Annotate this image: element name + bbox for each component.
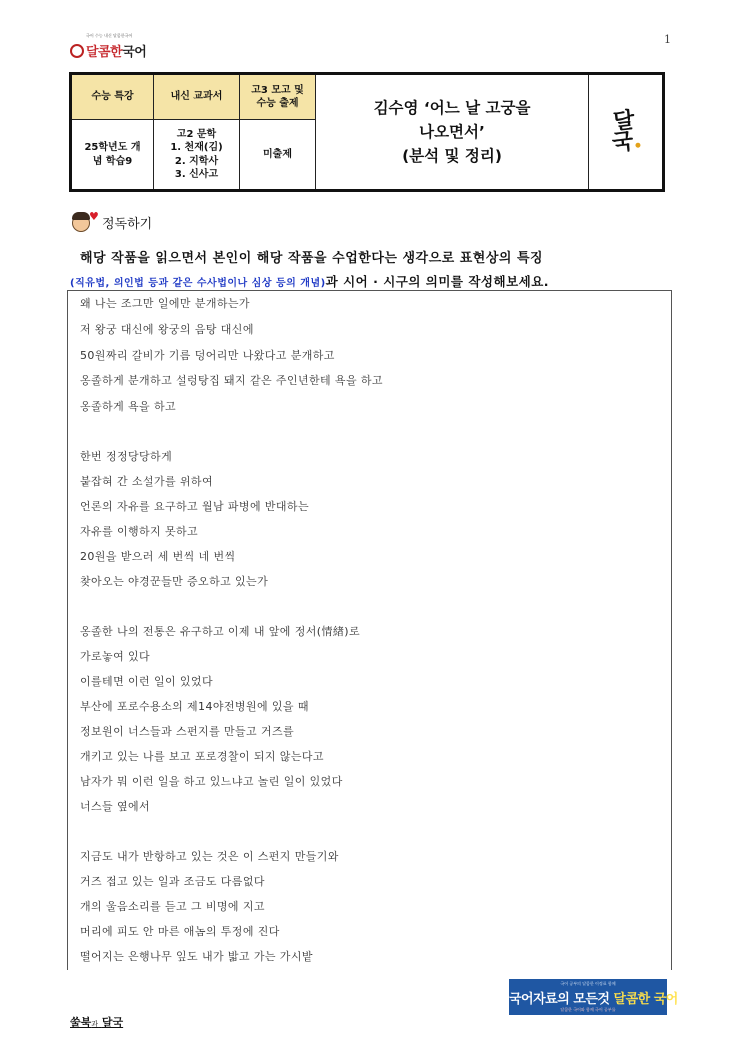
body-concept-study: 25학년도 개념 학습9 xyxy=(71,120,154,191)
header-school-textbook: 내신 교과서 xyxy=(154,74,240,120)
poem-line: 50원짜리 갈비가 기름 덩어리만 나왔다고 분개하고 xyxy=(80,349,335,362)
textbook-item: 2. 지학사 xyxy=(174,155,219,167)
poem-line: 지금도 내가 반항하고 있는 것은 이 스펀지 만들기와 xyxy=(80,850,339,863)
poem-line: 부산에 포로수용소의 제14야전병원에 있을 때 xyxy=(80,700,309,713)
banner-top-text: 국어 공부의 달콤한 이정표 함께 xyxy=(560,981,616,986)
logo-text-red: 달콤한 xyxy=(86,45,123,60)
instruction-examples: (직유법, 의인법 등과 같은 수사법이나 심상 등의 개념) xyxy=(70,278,326,289)
document-title xyxy=(316,74,589,191)
poem-line: 한번 정정당당하게 xyxy=(80,450,173,463)
mascot-icon: ♥ xyxy=(72,210,96,234)
footer-part-2: 과 xyxy=(91,1020,99,1028)
poem-line: 개키고 있는 나를 보고 포로경찰이 되지 않는다고 xyxy=(80,750,324,763)
page-number: 1 xyxy=(664,33,671,46)
poem-line: 떨어지는 은행나무 잎도 내가 밟고 가는 가시밭 xyxy=(80,950,313,963)
footer-part-3: 달국 xyxy=(101,1016,124,1029)
brand-dot-icon xyxy=(636,142,641,147)
poem-line: 찾아오는 야경꾼들만 증오하고 있는가 xyxy=(80,575,269,588)
poem-line: 자유를 이행하지 못하고 xyxy=(80,525,199,538)
logo-emblem-icon xyxy=(70,44,84,58)
title-line-1: 김수영 ‘어느 날 고궁을 xyxy=(373,98,531,117)
poem-line: 남자가 뭐 이런 일을 하고 있느냐고 놀린 일이 있었다 xyxy=(80,775,343,788)
instruction-rest: 과 시어 · 시구의 의미를 작성해보세요. xyxy=(325,274,550,289)
footer-credit xyxy=(70,1014,123,1030)
promo-banner xyxy=(509,979,678,1015)
poem-line: 개의 울음소리를 듣고 그 비명에 지고 xyxy=(80,900,265,913)
poem-line: 옹졸하게 분개하고 설렁탕집 돼지 같은 주인년한테 욕을 하고 xyxy=(80,374,383,387)
body-not-tested: 미출제 xyxy=(240,120,316,191)
logo-tagline: 국어 수능 내신 달콤한국어 xyxy=(86,33,133,38)
brand-logo xyxy=(70,33,147,60)
banner-main-yellow: 달콤한 국어 xyxy=(613,992,678,1007)
brand-mark xyxy=(589,74,664,191)
brand-glyph-top: 달 xyxy=(612,106,637,135)
section-heading xyxy=(72,210,152,234)
poem-line: 저 왕궁 대신에 왕궁의 음탕 대신에 xyxy=(80,323,254,336)
poem-line: 20원을 받으러 세 번씩 네 번씩 xyxy=(80,550,236,563)
instruction-line-1: 해당 작품을 읽으면서 본인이 해당 작품을 수업한다는 생각으로 표현상의 특징 xyxy=(80,251,544,266)
poem-line: 너스들 옆에서 xyxy=(80,800,151,813)
poem-line: 언론의 자유를 요구하고 월남 파병에 반대하는 xyxy=(80,500,309,513)
header-csat-special: 수능 특강 xyxy=(71,74,154,120)
body-textbook-list xyxy=(154,120,240,191)
poem-line: 붙잡혀 간 소설가를 위하여 xyxy=(80,475,213,488)
poem-line: 옹졸하게 욕을 하고 xyxy=(80,400,177,413)
logo-text xyxy=(86,41,146,60)
logo-text-dark: 국어 xyxy=(122,45,147,60)
poem-line: 거즈 접고 있는 일과 조금도 다름없다 xyxy=(80,875,265,888)
section-title: 정독하기 xyxy=(102,216,153,232)
poem-line: 머리에 피도 안 마른 애놈의 투정에 진다 xyxy=(80,925,280,938)
brand-glyph-bottom: 국 xyxy=(611,127,635,157)
info-table xyxy=(69,72,665,192)
banner-main-text xyxy=(509,988,678,1007)
poem-line: 가로놓여 있다 xyxy=(80,650,151,663)
footer-part-1: 쑬북 xyxy=(70,1016,92,1029)
title-line-3: (분석 및 정리) xyxy=(402,147,502,165)
poem-line: 왜 나는 조그만 일에만 분개하는가 xyxy=(80,297,250,310)
poem-line: 옹졸한 나의 전통은 유구하고 이제 내 앞에 정서(情緖)로 xyxy=(80,625,360,638)
textbook-item: 고2 문학 xyxy=(176,128,217,140)
poem-text-box xyxy=(67,290,672,970)
banner-sub-text: 달콤한 국어와 함께 국어 공부를 xyxy=(560,1007,616,1012)
textbook-item: 3. 신사고 xyxy=(174,169,219,180)
header-mock-exam: 고3 모고 및 수능 출제 xyxy=(240,74,316,120)
textbook-item: 1. 천재(김) xyxy=(170,142,223,153)
banner-main-white: 국어자료의 모든것 xyxy=(509,992,614,1007)
instruction-line-2 xyxy=(70,272,549,290)
poem-line: 정보원이 너스들과 스펀지를 만들고 거즈를 xyxy=(80,725,295,738)
brand-glyph xyxy=(609,106,641,157)
title-line-2: 나오면서’ xyxy=(419,122,485,141)
poem-line: 이를테면 이런 일이 있었다 xyxy=(80,675,213,688)
